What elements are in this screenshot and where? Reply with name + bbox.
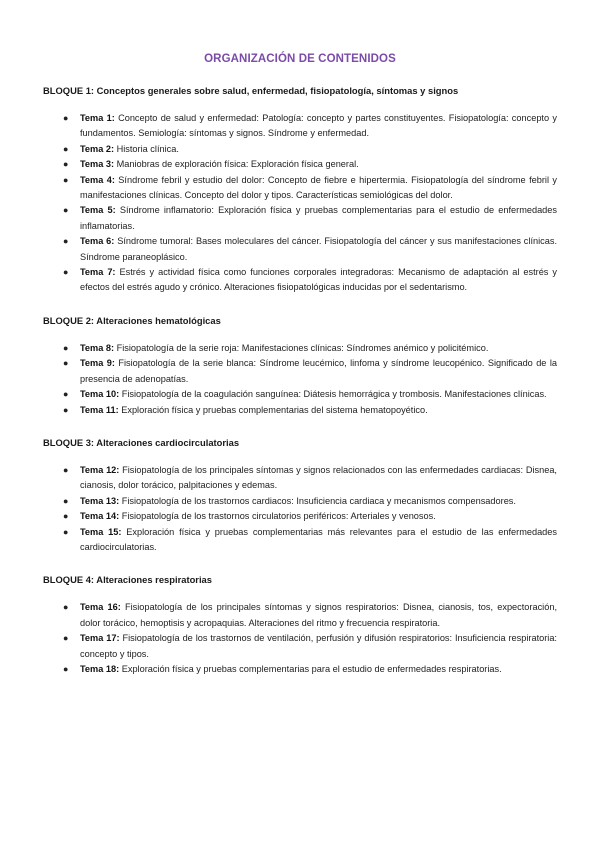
- topic-item: [63, 203, 557, 234]
- topic-text: Fisiopatología de la serie blanca: Síndrome leucémico, linfoma y síndrome leucopénico. Significado de la presencia de adenopatías.: [80, 358, 557, 384]
- bullet-icon: ●: [63, 159, 69, 170]
- bullet-icon: ●: [63, 526, 69, 537]
- topic-label: Tema 8:: [80, 342, 115, 353]
- topic-item: [63, 234, 557, 265]
- topic-label: Tema 11:: [80, 404, 119, 415]
- bullet-icon: ●: [63, 464, 69, 475]
- topic-item: [63, 463, 557, 494]
- topic-text: Exploración física y pruebas complementarias del sistema hematopoyético.: [121, 404, 428, 415]
- topic-label: Tema 2:: [80, 143, 115, 154]
- topic-item: [63, 525, 557, 556]
- topic-item: [63, 600, 557, 631]
- topic-label: Tema 15:: [80, 526, 122, 537]
- topic-item: [63, 662, 557, 677]
- topic-label: Tema 9:: [80, 358, 115, 369]
- topic-text: Síndrome tumoral: Bases moleculares del cáncer. Fisiopatología del cáncer y sus manifestaciones clínicas. Síndrome paraneoplásico.: [80, 236, 557, 262]
- topic-item: [63, 631, 557, 662]
- topic-item: [63, 403, 557, 418]
- bullet-icon: ●: [63, 511, 69, 522]
- bullet-icon: ●: [63, 143, 69, 154]
- block-1: [43, 84, 557, 296]
- topic-list: [43, 463, 557, 555]
- topic-item: [63, 142, 557, 157]
- bullet-icon: ●: [63, 342, 69, 353]
- block-title: BLOQUE 3: Alteraciones cardiocirculatorias: [43, 436, 240, 448]
- topic-text: Historia clínica.: [116, 143, 179, 154]
- bullet-icon: ●: [63, 389, 69, 400]
- bullet-icon: ●: [63, 495, 69, 506]
- topic-item: [63, 111, 557, 142]
- topic-text: Estrés y actividad física como funciones corporales integradoras: Mecanismo de adaptación al estrés y efectos del estrés agudo y crónico. Alteraciones fisiopatológicas inducidas por el sedentarismo.: [80, 267, 557, 293]
- block-title: BLOQUE 4: Alteraciones respiratorias: [43, 574, 212, 586]
- topic-label: Tema 13:: [80, 495, 120, 506]
- block-4: [43, 573, 557, 677]
- topic-item: [63, 387, 557, 402]
- topic-item: [63, 509, 557, 524]
- topic-text: Exploración física y pruebas complementarias para el estudio de enfermedades respiratorias.: [121, 663, 502, 674]
- topic-label: Tema 6:: [80, 236, 115, 247]
- bullet-icon: ●: [63, 174, 69, 185]
- topic-text: Fisiopatología de los principales síntomas y signos respiratorios: Disnea, cianosis, tos, expectoración, dolor torácico, hemoptisis y acropaquias. Alteraciones del ritmo y frecuencia respiratoria.: [80, 602, 557, 628]
- topic-text: Maniobras de exploración física: Exploración física general.: [116, 159, 359, 170]
- bullet-icon: ●: [63, 358, 69, 369]
- bullet-icon: ●: [63, 236, 69, 247]
- topic-item: [63, 157, 557, 172]
- topic-text: Fisiopatología de los trastornos circulatorios periféricos: Arteriales y venosos.: [121, 511, 436, 522]
- topic-text: Fisiopatología de los principales síntomas y signos relacionados con las enfermedades cardiacas: Disnea, cianosis, dolor torácico, palpitaciones y edemas.: [80, 464, 557, 491]
- topic-text: Fisiopatología de los trastornos cardiacos: Insuficiencia cardiaca y mecanismos compensadores.: [121, 495, 516, 506]
- bullet-icon: ●: [63, 404, 69, 415]
- bullet-icon: ●: [63, 633, 69, 644]
- topic-text: Concepto de salud y enfermedad: Patología: concepto y partes constituyentes. Fisiopatología: concepto y fundamentos. Semiología: síntomas y signos. Síndrome y enfermedad.: [80, 113, 557, 139]
- topic-label: Tema 4:: [80, 174, 115, 185]
- block-title: BLOQUE 1: Conceptos generales sobre salud, enfermedad, fisiopatología, síntomas y signos: [43, 85, 459, 96]
- topic-label: Tema 7:: [80, 267, 116, 278]
- topic-item: [63, 341, 557, 356]
- bullet-icon: ●: [63, 267, 69, 278]
- topic-item: [63, 173, 557, 204]
- topic-label: Tema 17:: [80, 633, 120, 644]
- block-2: [43, 314, 557, 418]
- page-title: ORGANIZACIÓN DE CONTENIDOS: [204, 53, 396, 65]
- topic-label: Tema 14:: [80, 511, 120, 522]
- topic-text: Síndrome inflamatorio: Exploración física y pruebas complementarias para el estudio de enfermedades inflamatorias.: [80, 205, 557, 231]
- bullet-icon: ●: [63, 205, 69, 216]
- topic-text: Fisiopatología de los trastornos de ventilación, perfusión y difusión respiratorios: Insuficiencia respiratoria: concepto y tipos.: [80, 633, 557, 659]
- topic-label: Tema 10:: [80, 389, 120, 400]
- topic-list: [43, 111, 557, 296]
- topic-label: Tema 12:: [80, 464, 120, 475]
- block-3: [43, 436, 557, 555]
- topic-text: Exploración física y pruebas complementarias más relevantes para el estudio de las enfermedades cardiocirculatorias.: [80, 526, 557, 552]
- topic-item: [63, 494, 557, 509]
- topic-list: [43, 341, 557, 418]
- bullet-icon: ●: [63, 663, 69, 674]
- topic-label: Tema 16:: [80, 602, 121, 613]
- bullet-icon: ●: [63, 113, 69, 123]
- block-title: BLOQUE 2: Alteraciones hematológicas: [43, 314, 221, 326]
- topic-label: Tema 1:: [80, 113, 115, 123]
- topic-label: Tema 5:: [80, 205, 116, 216]
- topic-label: Tema 3:: [80, 159, 115, 170]
- topic-text: Síndrome febril y estudio del dolor: Concepto de fiebre e hipertermia. Fisiopatología del síndrome febril y manifestaciones clínicas. Concepto del dolor y tipos. Características semiológicas del dolor.: [80, 174, 557, 201]
- bullet-icon: ●: [63, 602, 69, 613]
- topic-text: Fisiopatología de la coagulación sanguínea: Diátesis hemorrágica y trombosis. Manifestaciones clínicas.: [121, 389, 547, 400]
- topic-list: [43, 600, 557, 677]
- topic-item: [63, 356, 557, 387]
- topic-item: [63, 265, 557, 296]
- topic-text: Fisiopatología de la serie roja: Manifestaciones clínicas: Síndromes anémico y policitémico.: [116, 342, 489, 353]
- topic-label: Tema 18:: [80, 663, 120, 674]
